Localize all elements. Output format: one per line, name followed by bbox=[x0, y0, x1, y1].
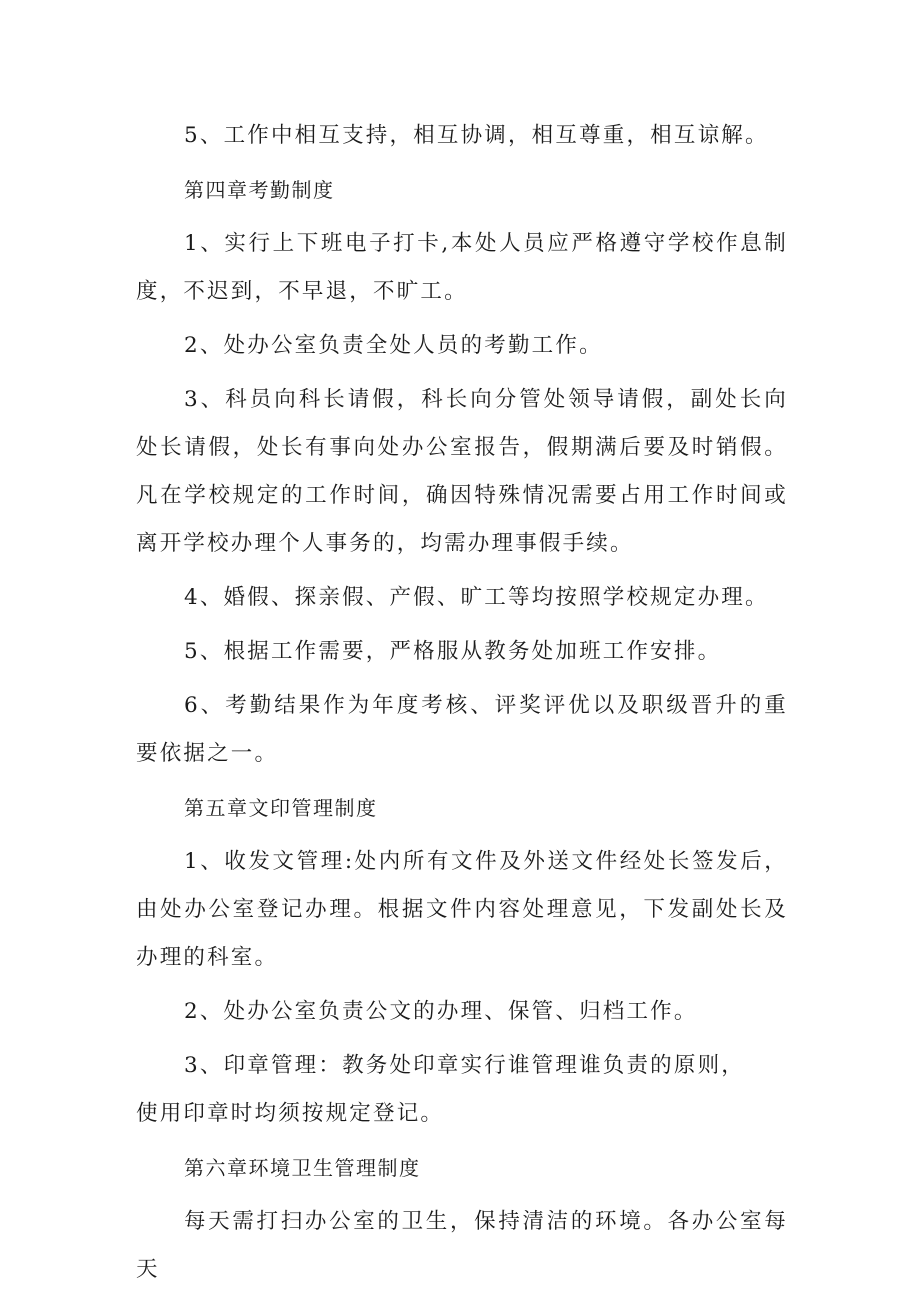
paragraph-attendance-6: 6、考勤结果作为年度考核、评奖评优以及职级晋升的重要依据之一。 bbox=[136, 693, 788, 766]
paragraph-attendance-3: 3、科员向科长请假，科长向分管处领导请假，副处长向处长请假，处长有事向处办公室报告，假期满后要及时销假。凡在学校规定的工作时间，确因特殊情况需要占用工作时间或离开学校办理个人事务的，均需办理事假手续。 bbox=[136, 387, 788, 556]
paragraph-printing-3-line2: 使用印章时均须按规定登记。 bbox=[136, 1101, 445, 1126]
paragraph-printing-2: 2、处办公室负责公文的办理、保管、归档工作。 bbox=[184, 999, 698, 1024]
paragraph-printing-3-line1: 3、印章管理：教务处印章实行谁管理谁负责的原则， bbox=[184, 1053, 745, 1078]
chapter-5-heading: 第五章文印管理制度 bbox=[184, 796, 378, 820]
chapter-6-heading: 第六章环境卫生管理制度 bbox=[184, 1156, 421, 1180]
paragraph-printing-1: 1、收发文管理:处内所有文件及外送文件经处长签发后，由处办公室登记办理。根据文件内容处理意见，下发副处长及办理的科室。 bbox=[136, 849, 788, 970]
paragraph-attendance-5: 5、根据工作需要，严格服从教务处加班工作安排。 bbox=[184, 639, 722, 664]
chapter-4-heading: 第四章考勤制度 bbox=[184, 178, 335, 202]
paragraph-attendance-2: 2、处办公室负责全处人员的考勤工作。 bbox=[184, 333, 603, 358]
paragraph-cooperation: 5、工作中相互支持，相互协调，相互尊重，相互谅解。 bbox=[184, 123, 769, 148]
paragraph-attendance-4: 4、婚假、探亲假、产假、旷工等均按照学校规定办理。 bbox=[184, 585, 769, 610]
paragraph-hygiene-1: 每天需打扫办公室的卫生，保持清洁的环境。各办公室每天 bbox=[136, 1209, 788, 1282]
paragraph-attendance-1: 1、实行上下班电子打卡,本处人员应严格遵守学校作息制度，不迟到，不早退，不旷工。 bbox=[136, 231, 788, 304]
document-page bbox=[136, 112, 788, 1294]
